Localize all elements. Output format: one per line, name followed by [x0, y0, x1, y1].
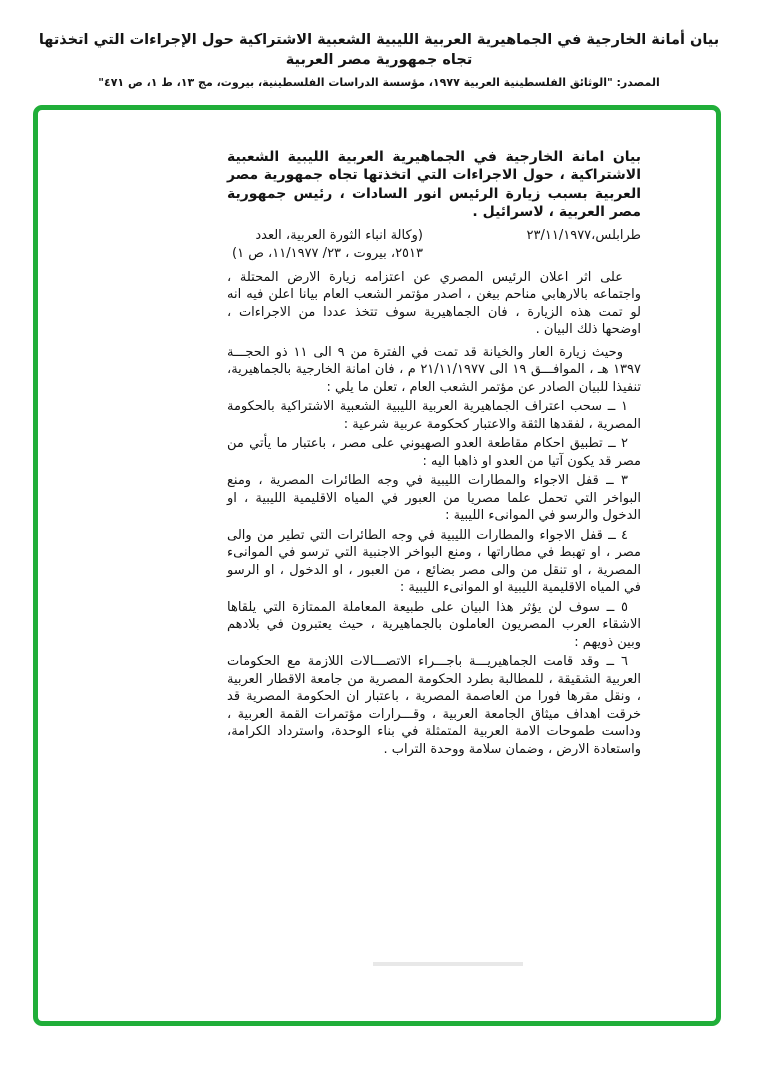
scan-artifact — [373, 962, 523, 966]
list-item-1: ١ ــ سحب اعتراف الجماهيرية العربية الليبية الشعبية الاشتراكية بالحكومة المصرية ، لفقدها الثقة والاعتبار كحكومة عربية شرعية : — [227, 399, 641, 432]
list-item-2: ٢ ــ تطبيق احكام مقاطعة العدو الصهيوني على مصر ، باعتبار ما يأتي من مصر قد يكون آتيا من العدو او ذاهبا اليه : — [227, 436, 641, 469]
document-body — [227, 148, 641, 758]
paragraph-intro: على اثر اعلان الرئيس المصري عن اعتزامه زيارة الارض المحتلة ، واجتماعه بالارهابي مناحم بيغن ، اصدر مؤتمر الشعب العام بيانا اعلن فيه انه لو تمت هذه الزيارة ، فان الجماهيرية سوف تتخذ عددا من الاجراءات ، اوضحها ذلك البيان . — [227, 269, 641, 338]
list-item-6: ٦ ــ وقد قامت الجماهيريـــة باجـــراء الاتصـــالات اللازمة مع الحكومات العربية الشقيقة ، للمطالبة بطرد الحكومة المصرية من جامعة الاقطار العربية ، ونقل مقرها فورا من العاصمة المصرية ، باعتبار ان الحكومة المصرية قد خرقت اهداف ميثاق الجامعة العربية ، وقـــرارات مؤتمرات القمة العربية ، وداست طموحات الامة العربية المتمثلة في بناء الوحدة، واسترداد الكرامة، واستعادة الارض ، وضمان سلامة ووحدة التراب . — [227, 654, 641, 757]
list-item-4: ٤ ــ قفل الاجواء والمطارات الليبية في وجه الطائرات التي تطير من والى مصر ، او تهبط في مطاراتها ، ومنع البواخر الاجنبية التي ترسو في الموانىء المصرية ، او تنقل من والى مصر بضائع ، من العبور ، او الدخول ، او الرسو في المياه الاقليمية الليبية او الموانىء الليبية : — [227, 527, 641, 596]
dateline-city-date: طرابلس،٢٣/١١/١٩٧٧ — [526, 227, 641, 243]
page-header-source-citation: المصدر: "الوثائق الفلسطينية العربية ١٩٧٧، مؤسسة الدراسات الفلسطينية، بيروت، مج ١٣، ط ١، ص ٤٧١" — [98, 76, 660, 89]
page-header-title: بيان أمانة الخارجية في الجماهيرية العربية الليبية الشعبية الاشتراكية حول الإجراءات التي اتخذتها تجاه جمهورية مصر العربية — [38, 32, 720, 68]
list-item-3: ٣ ــ قفل الاجواء والمطارات الليبية في وجه الطائرات المصرية ، ومنع البواخر التي تحمل علما مصريا من العبور في المياه الاقليمية الليبية ، او الدخول والرسو في الموانىء الليبية : — [227, 473, 641, 524]
page-header — [0, 30, 758, 91]
paragraph-whereas: وحيث زيارة العار والخيانة قد تمت في الفترة من ٩ الى ١١ ذو الحجـــة ١٣٩٧ هـ ، الموافـــق ١٩ الى ٢١/١١/١٩٧٧ م ، فان امانة الخارجية بالجماهيرية، تنفيذا للبيان الصادر عن مؤتمر الشعب العام ، تعلن ما يلي : — [227, 344, 641, 395]
dateline-citation: (وكالة انباء الثورة العربية، العدد ٢٥١٣، بيروت ، ٢٣/ ١١/١٩٧٧، ص ١) — [232, 227, 423, 262]
list-item-5: ٥ ــ سوف لن يؤثر هذا البيان على طبيعة المعاملة الممتازة التي يلقاها الاشقاء العرب المصريون العاملون بالجماهيرية ، حيث يعتبرون في بلادهم وبين ذويهم : — [227, 599, 641, 650]
dateline — [227, 227, 641, 264]
document-title: بيان امانة الخارجية في الجماهيرية العربية الليبية الشعبية الاشتراكية ، حول الاجراءات التي اتخذتها تجاه جمهورية مصر العربية بسبب زيارة الرئيس انور السادات ، رئيس جمهورية مصر العربية ، لاسرائيل . — [227, 149, 641, 221]
